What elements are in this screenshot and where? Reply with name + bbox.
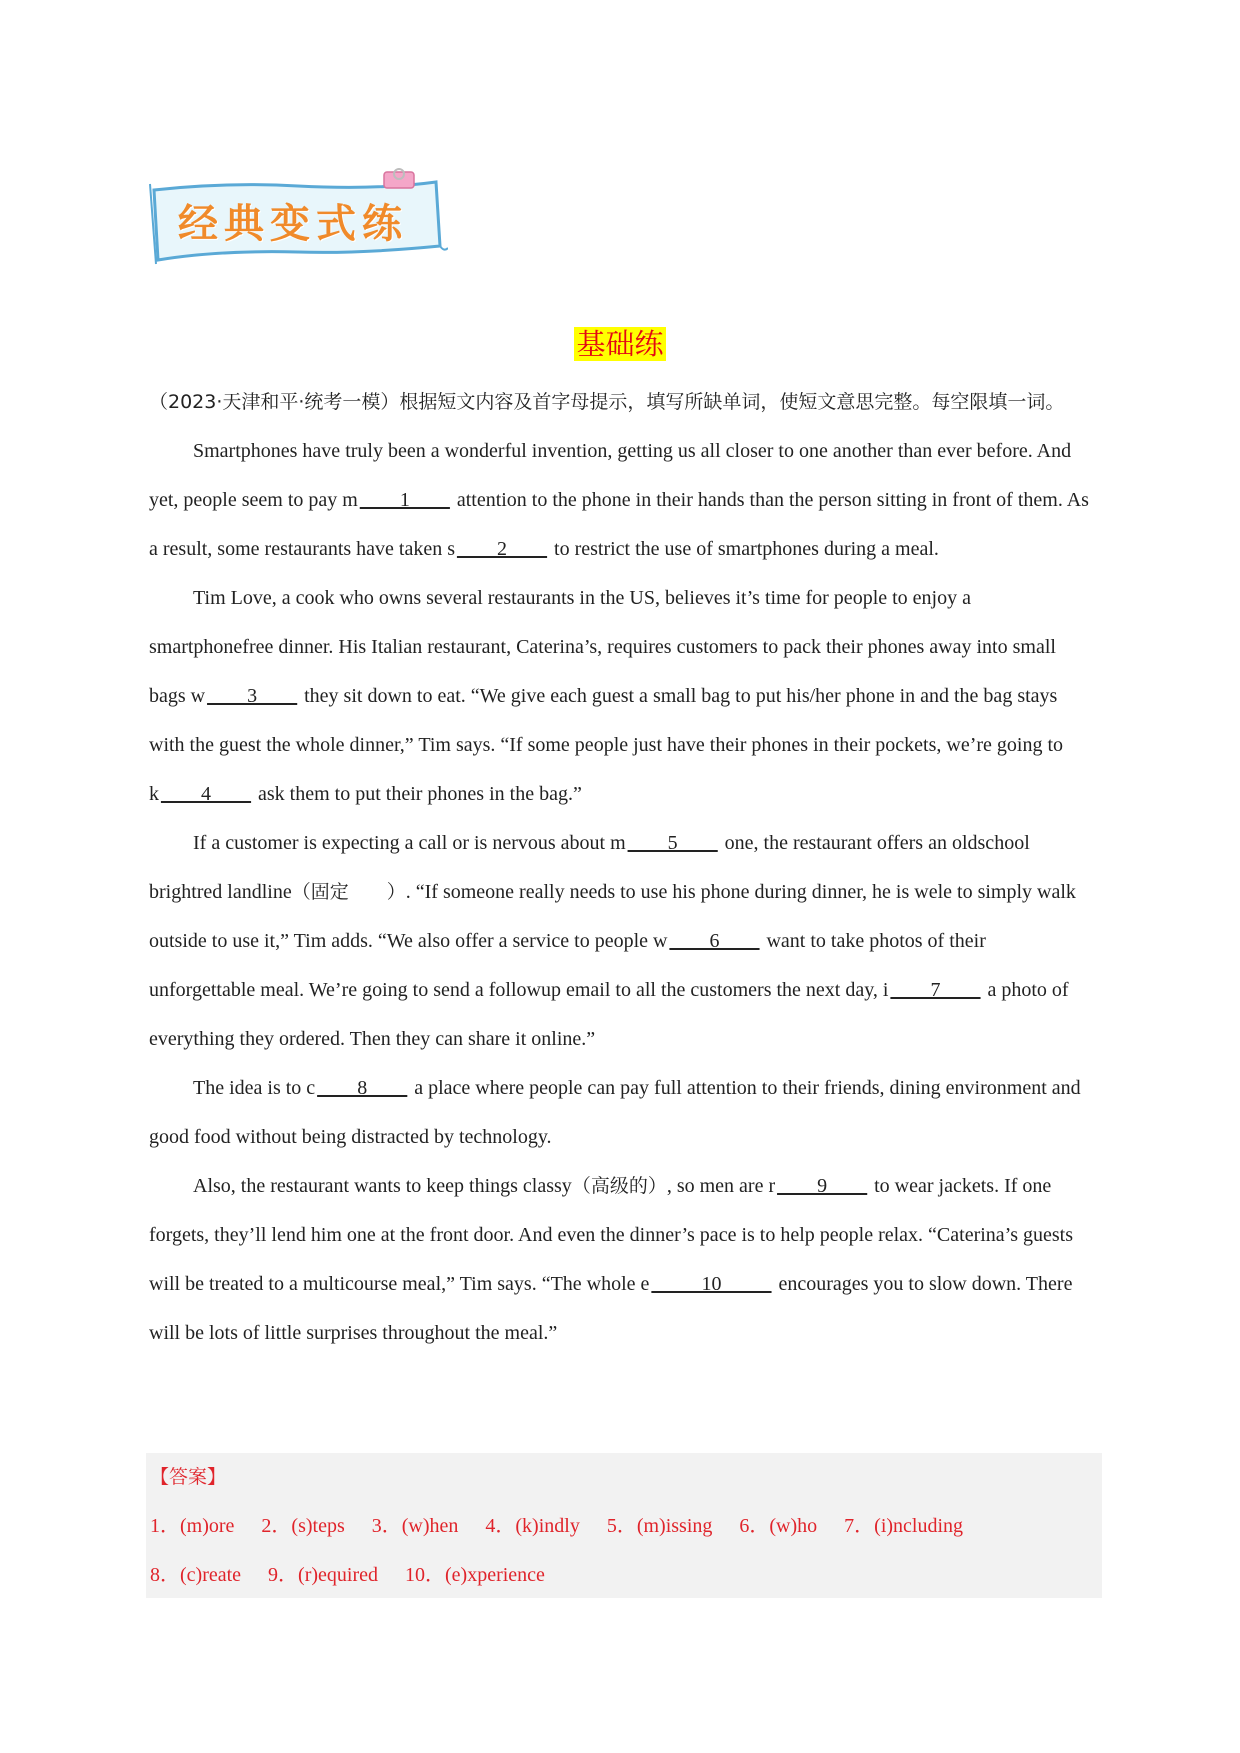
section-title [0,322,1240,363]
section-banner [148,168,444,268]
text-segment: a photo of everything they ordered. Then they can share it online.” [149,979,1069,1050]
gloss-classy: （高级的） [571,1175,667,1197]
text-segment: one, the restaurant offers an oldschool brightred landline [149,832,1030,903]
text-segment: ask them to put their phones in the bag.” [253,783,582,805]
text-segment: , so men are r [666,1175,776,1197]
blank-4: ____4____ [161,783,251,805]
text-segment: to wear jackets. If one forgets, they’ll lend him one at the front door. And even the dinner’s pace is to help people relax. “Caterina’s guests will be treated to a multicourse meal,” Tim says. “The whole e [149,1175,1074,1295]
gloss-landline: （固定 ） [291,881,406,903]
blank-6: ____6____ [669,930,760,952]
text-segment: Smartphones have truly been a wonderful invention, getting us all closer to one another than ever before. And yet, people seem to pay m [149,440,1072,511]
blank-10: _____10_____ [651,1273,772,1295]
blank-5: ____5____ [627,832,718,854]
blank-7: ____7____ [890,979,981,1001]
text-segment: If a customer is expecting a call or is nervous about m [193,832,626,854]
text-segment: Also, the restaurant wants to keep things classy [193,1175,572,1197]
blank-3: ____3____ [207,685,298,707]
text-segment: encourages you to slow down. There will be lots of little surprises throughout the meal.” [149,1273,1073,1344]
section-title-text: 基础练 [576,327,664,361]
answer-item: 6．(w)ho [739,1515,818,1537]
answer-list [150,1502,1098,1600]
text-segment: attention to the phone in their hands than the person sitting in front of them. As a result, some restaurants have taken s [149,489,1089,560]
blank-9: ____9____ [777,1175,868,1197]
answer-item: 1．(m)ore [150,1515,235,1537]
text-segment: . “If someone really needs to use his phone during dinner, he is wele to simply walk outside to use it,” Tim adds. “We also offer a service to people w [149,881,1076,952]
text-segment: Tim Love, a cook who owns several restaurants in the US, believes it’s time for people to enjoy a smartphonefree dinner. His Italian restaurant, Caterina’s, requires customers to pack their phones away into small bags w [149,587,1056,707]
answer-item: 10．(e)xperience [405,1564,545,1586]
blank-2: ____2____ [457,538,548,560]
text-segment: they sit down to eat. “We give each guest a small bag to put his/her phone in and the bag stays with the guest the whole dinner,” Tim says. “If some people just have their phones in their pockets, we’re going to k [149,685,1064,805]
instructions: （2023·天津和平·统考一模）根据短文内容及首字母提示，填写所缺单词，使短文意思完整。每空限填一词。 [149,391,1065,413]
answer-label: 【答案】 [150,1466,227,1488]
exercise-content [149,378,1097,1358]
text-segment: a place where people can pay full attention to their friends, dining environment and good food without being distracted by technology. [149,1077,1081,1148]
blank-8: ____8____ [317,1077,408,1099]
blank-1: ____1____ [359,489,450,511]
answer-item: 4．(k)indly [485,1515,580,1537]
paragraph-3 [149,819,1097,1064]
paragraph-5 [149,1162,1097,1358]
text-segment: The idea is to c [193,1077,316,1099]
answer-item: 2．(s)teps [261,1515,345,1537]
paragraph-2 [149,574,1097,819]
text-segment: want to take photos of their unforgettable meal. We’re going to send a followup email to all the customers the next day, i [149,930,986,1001]
answer-item: 5．(m)issing [606,1515,713,1537]
answer-box [146,1453,1102,1598]
text-segment: to restrict the use of smartphones during a meal. [549,538,939,560]
paragraph-4 [149,1064,1097,1162]
answer-item: 8．(c)reate [150,1564,242,1586]
answer-item: 7．(i)ncluding [844,1515,964,1537]
paragraph-1 [149,427,1097,574]
answer-item: 9．(r)equired [268,1564,378,1586]
answer-item: 3．(w)hen [371,1515,459,1537]
banner-title: 经典变式练 [178,200,408,247]
